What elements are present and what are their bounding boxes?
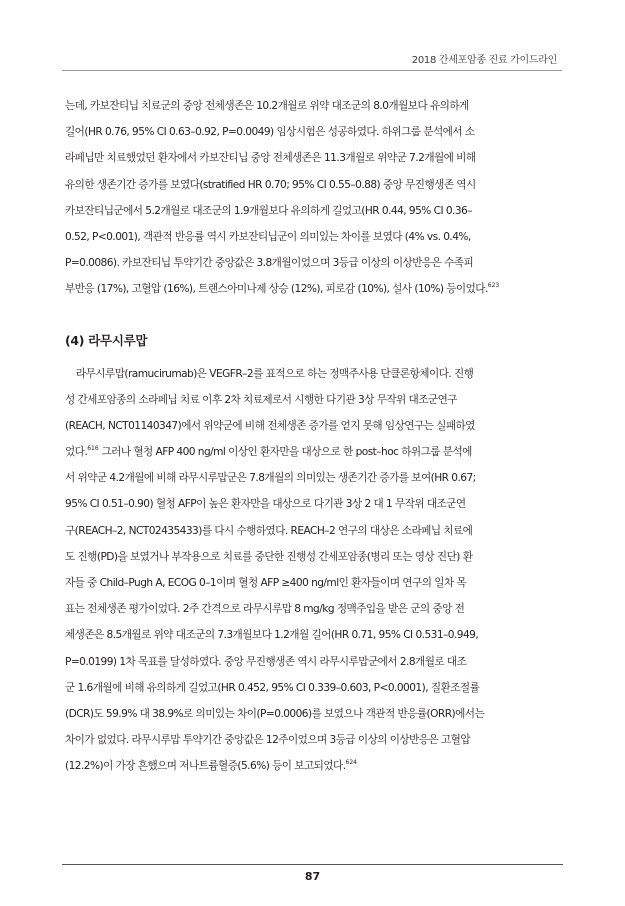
text-line: 체생존은 8.5개월로 위약 대조군의 7.3개월보다 1.2개월 길어(HR 0.71, 95% CI 0.531–0.949, (65, 629, 479, 642)
page-number: 87 (304, 870, 321, 883)
text-line (65, 276, 562, 302)
text-line (65, 753, 562, 779)
text-line: 는데, 카보잔티닙 치료군의 중앙 전체생존은 10.2개월로 위약 대조군의 8.0개월보다 유의하게 (65, 100, 469, 112)
text-line: 라무시루맙(ramucirumab)은 VEGFR–2를 표적으로 하는 정맥주사용 단클론항체이다. 진행 (76, 367, 474, 380)
text-line: 군 1.6개월에 비해 유의하게 길었고(HR 0.452, 95% CI 0.339–0.603, P<0.0001), 질환조절률 (65, 681, 480, 694)
text-line: 차이가 없었다. 라무시루맙 투약기간 중앙값은 12주이었으며 3등급 이상의 이상반응은 고혈압 (65, 734, 471, 747)
citation-ref: 624 (345, 759, 357, 767)
text-line: 0.52, P<0.001), 객관적 반응률 역시 카보잔티닙군이 의미있는 차이를 보였다 (4% vs. 0.4%, (65, 230, 471, 243)
text-line: 유의한 생존기간 증가를 보였다(stratified HR 0.70; 95% CI 0.55–0.88) 중앙 무진행생존 역시 (65, 178, 476, 191)
text-line: 카보잔티닙군에서 5.2개월로 대조군의 1.9개월보다 유의하게 길었고(HR 0.44, 95% CI 0.36– (65, 204, 472, 217)
paragraph-cabozantinib (65, 93, 562, 303)
text-line: 서 위약군 4.2개월에 비해 라무시루맙군은 7.8개월의 의미있는 생존기간 증가를 보여(HR 0.67; (65, 472, 476, 485)
body-text (65, 93, 562, 780)
running-header: 2018 간세포암종 진료 가이드라인 (411, 55, 557, 66)
text-line: 라페닙만 치료했었던 환자에서 카보잔티닙 중앙 전체생존은 11.3개월로 위약군 7.2개월에 비해 (65, 152, 476, 165)
text-line: P=0.0086). 카보잔티닙 투약기간 중앙값은 3.8개월이었으며 3등급 이상의 이상반응은 수족피 (65, 257, 474, 270)
citation-ref: 623 (487, 282, 500, 290)
text-line: P=0.0199) 1차 목표를 달성하였다. 중앙 무진행생존 역시 라무시루맙군에서 2.8개월로 대조 (65, 655, 467, 668)
text-line (65, 439, 562, 465)
text-line: 길어(HR 0.76, 95% CI 0.63–0.92, P=0.0049) 임상시험은 성공하였다. 하위그룹 분석에서 소 (65, 126, 475, 139)
line-text: (12.2%)이 가장 흔했으며 저나트륨혈증(5.6%) 등이 보고되었다. (65, 760, 346, 773)
text-line: 자들 중 Child–Pugh A, ECOG 0–1이며 혈청 AFP ≥400 ng/ml인 환자들이며 연구의 일차 목 (65, 577, 467, 589)
text-line: 구(REACH–2, NCT02435433)를 다시 수행하였다. REACH–2 연구의 대상은 소라페닙 치료에 (65, 524, 473, 537)
text-line: (DCR)도 59.9% 대 38.9%로 의미있는 차이(P=0.0006)를 보였으나 객관적 반응률(ORR)에서는 (65, 707, 485, 720)
line-text: 부반응 (17%), 고혈압 (16%), 트랜스아미나제 상승 (12%), 피로감 (10%), 설사 (10%) 등이었다. (65, 283, 488, 296)
footer-divider (62, 864, 563, 865)
text-line: 표는 전체생존 평가이었다. 2주 간격으로 라무시루맙 8 mg/kg 정맥주입을 받은 군의 중앙 전 (65, 603, 465, 616)
line-text: 그러나 혈청 AFP 400 ng/ml 이상인 환자만을 대상으로 한 post–hoc 하위그룹 분석에 (98, 446, 472, 459)
text-line: (REACH, NCT01140347)에서 위약군에 비해 전체생존 증가를 얻지 못해 임상연구는 실패하였 (65, 419, 475, 432)
text-line: 95% CI 0.51–0.90) 혈청 AFP이 높은 환자만을 대상으로 다기관 3상 2 대 1 무작위 대조군연 (65, 498, 466, 511)
citation-ref: 616 (87, 445, 99, 453)
header-divider (62, 70, 562, 71)
line-text: 었다. (65, 446, 88, 459)
section-heading: (4) 라무시루맙 (65, 332, 148, 348)
text-line: 도 진행(PD)을 보였거나 부작용으로 치료를 중단한 진행성 간세포암종(병리 또는 영상 진단) 환 (65, 550, 473, 563)
paragraph-ramucirumab (65, 361, 562, 780)
text-line: 성 간세포암종의 소라페닙 치료 이후 2차 치료제로서 시행한 다기관 3상 무작위 대조군연구 (65, 393, 457, 406)
